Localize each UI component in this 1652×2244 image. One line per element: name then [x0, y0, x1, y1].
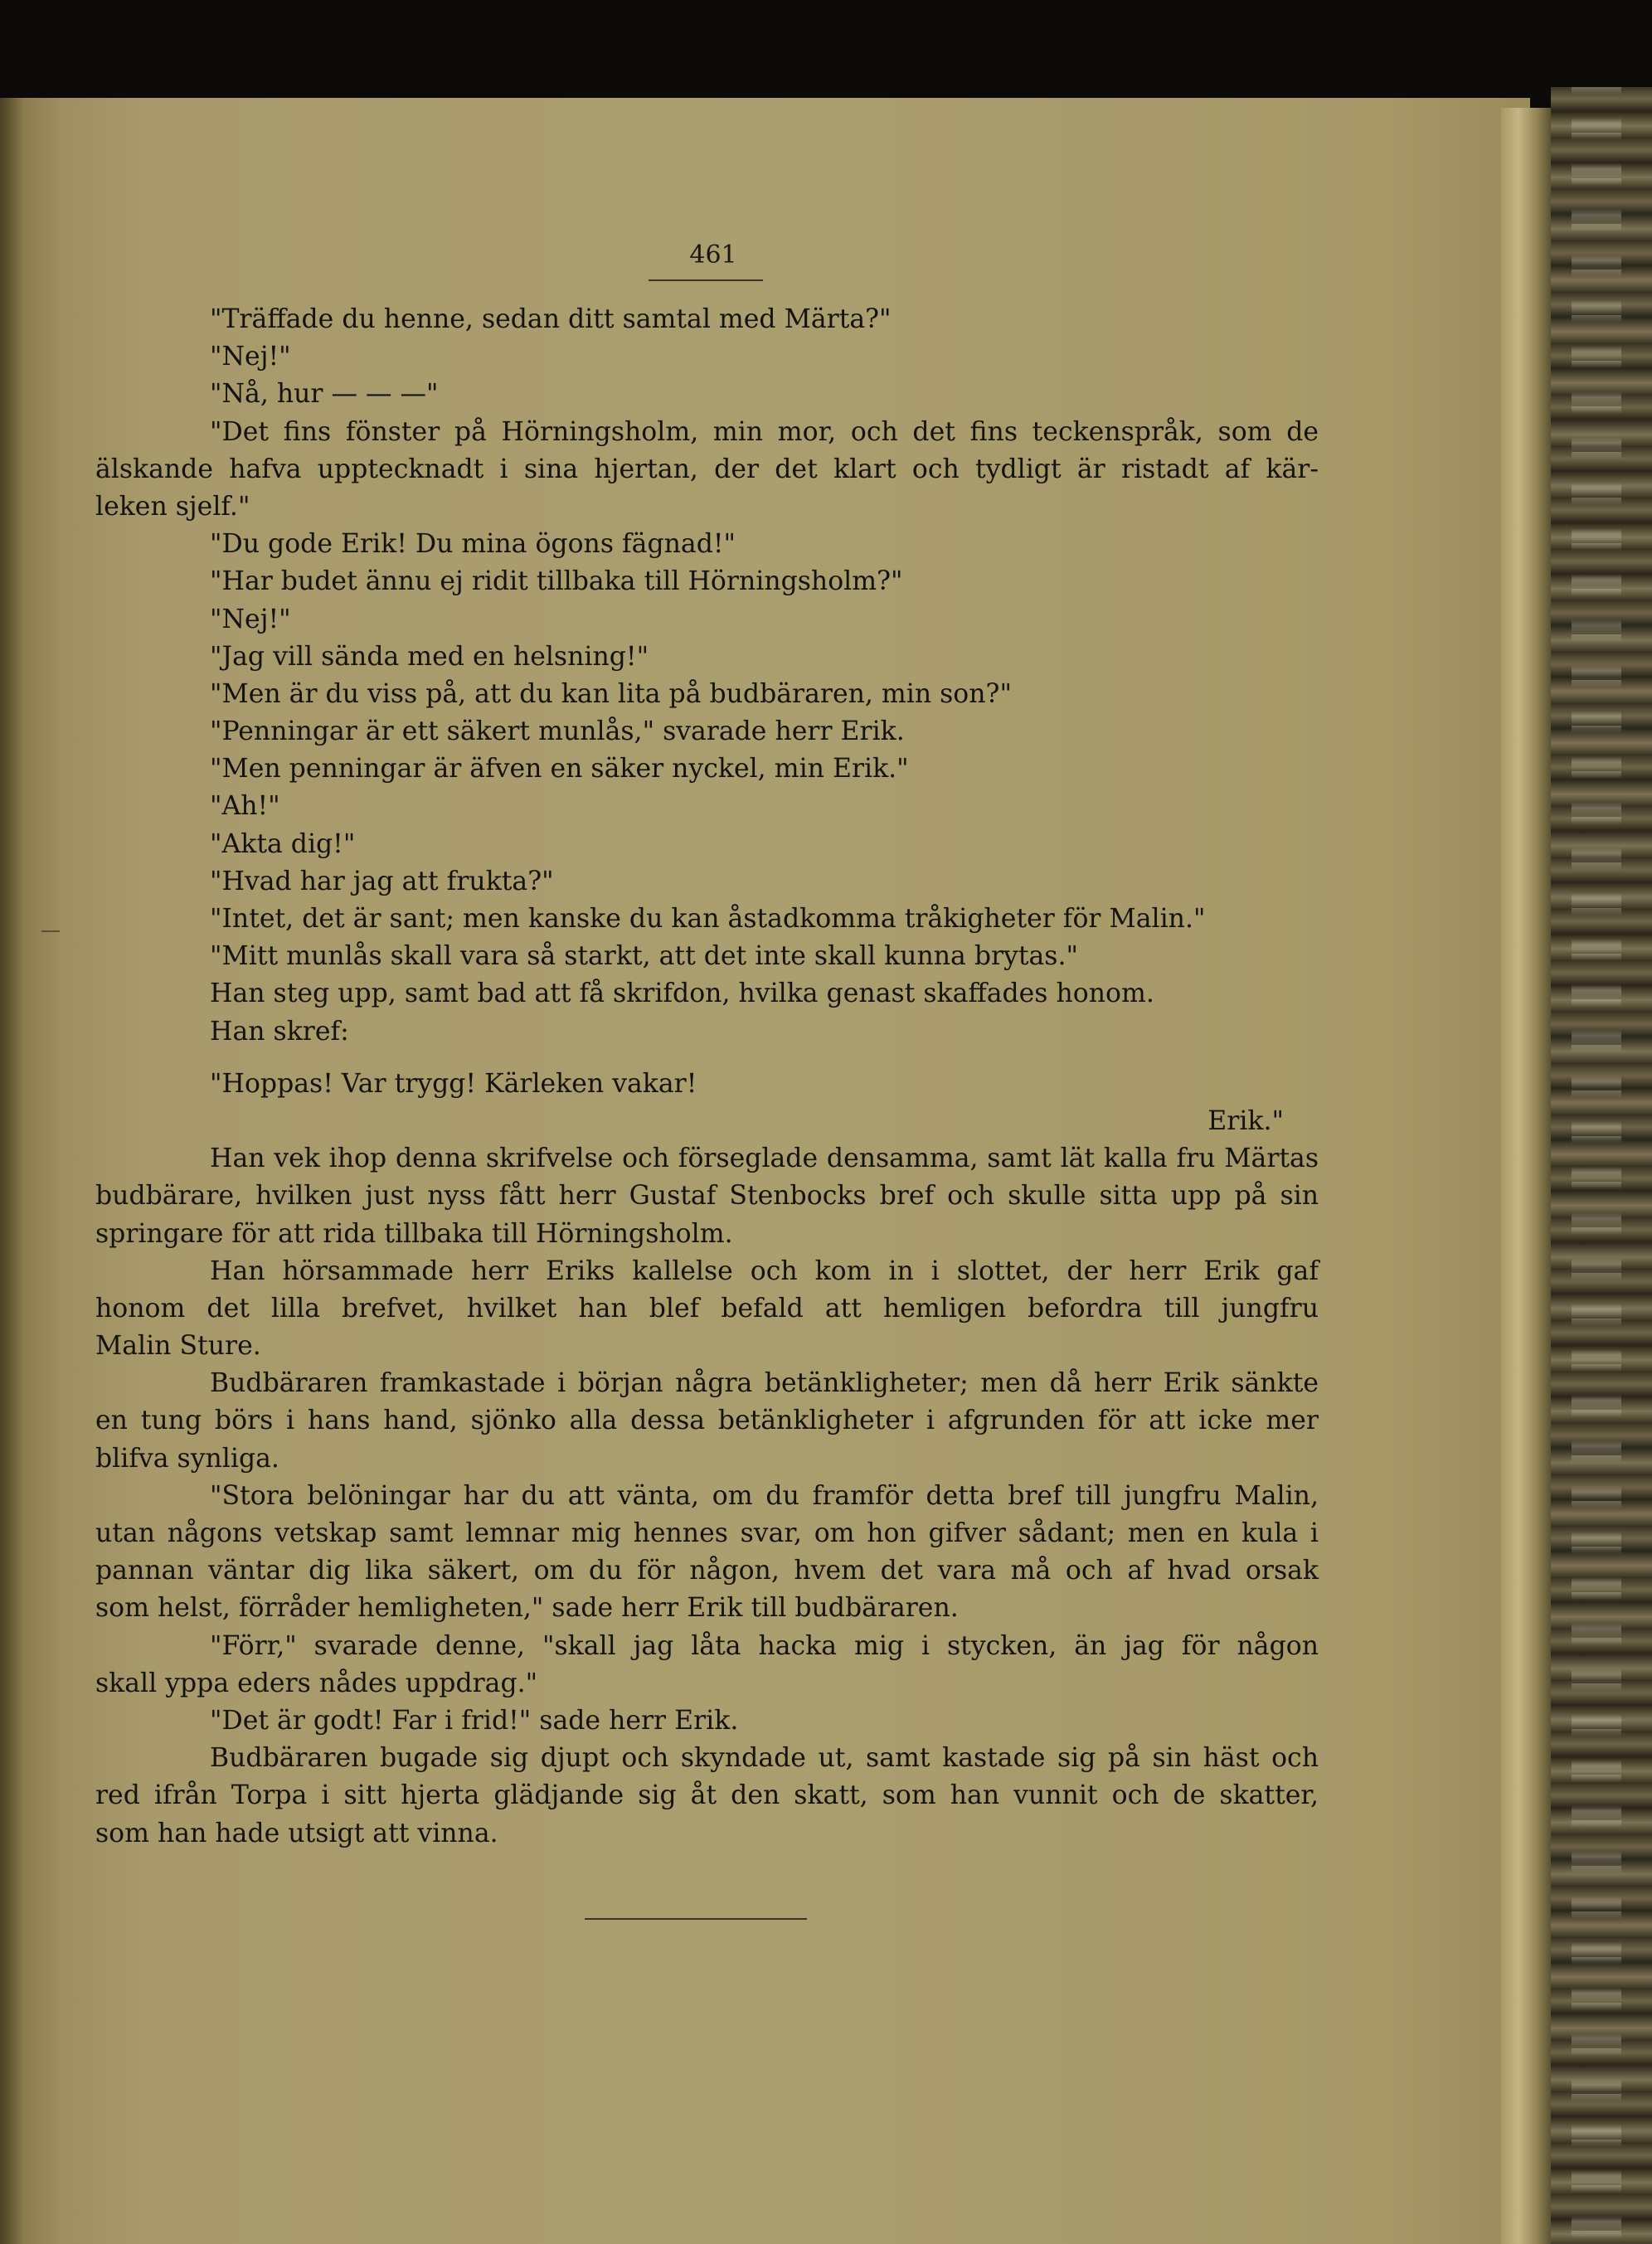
- text-line: blifva synliga.: [95, 1443, 279, 1474]
- text-line: som helst, förråder hemligheten," sade herr Erik till budbäraren.: [95, 1593, 959, 1624]
- text-line: älskande hafva upptecknadt i sina hjertan, der det klart och tydligt är ristadt af kär-: [95, 454, 1319, 484]
- page-number-rule: [649, 279, 763, 281]
- text-line: som han hade utsigt att vinna.: [95, 1818, 498, 1848]
- text-line: "Akta dig!": [210, 828, 356, 859]
- text-line: "Det är godt! Far i frid!" sade herr Erik.: [210, 1705, 739, 1736]
- text-line: springare för att rida tillbaka till Hörningsholm.: [95, 1218, 733, 1249]
- text-line: utan någons vetskap samt lemnar mig hennes svar, om hon gifver sådant; men en kula i: [95, 1518, 1319, 1548]
- text-line: en tung börs i hans hand, sjönko alla dessa betänkligheter i afgrunden för att icke mer: [95, 1406, 1319, 1436]
- text-line: Han vek ihop denna skrifvelse och förseglade densamma, samt lät kalla fru Märtas: [210, 1144, 1319, 1174]
- text-line: Budbäraren bugade sig djupt och skyndade ut, samt kastade sig på sin häst och: [210, 1743, 1319, 1774]
- text-line: "Intet, det är sant; men kanske du kan åstadkomma tråkigheter för Malin.": [210, 904, 1206, 934]
- text-line: "Förr," svarade denne, "skall jag låta hacka mig i stycken, än jag för någon: [210, 1630, 1319, 1661]
- text-line: leken sjelf.": [95, 491, 250, 522]
- body-text: [95, 301, 1319, 1853]
- text-line: Malin Sture.: [95, 1331, 261, 1362]
- text-line: Budbäraren framkastade i början några betänkligheter; men då herr Erik sänkte: [210, 1368, 1319, 1399]
- text-line: Han skref:: [210, 1016, 349, 1047]
- text-line: Han steg upp, samt bad att få skrifdon, hvilka genast skaffades honom.: [210, 979, 1154, 1009]
- text-line: honom det lilla brefvet, hvilket han blef befald att hemligen befordra till jungfru: [95, 1293, 1319, 1324]
- letter-spacer: [95, 1051, 1319, 1066]
- text-line: "Ah!": [210, 791, 280, 822]
- margin-mark: [41, 930, 60, 932]
- binding-texture: [1572, 87, 1621, 2244]
- text-line: "Mitt munlås skall vara så starkt, att det inte skall kunna brytas.": [210, 941, 1078, 972]
- text-line: "Träffade du henne, sedan ditt samtal med Märta?": [210, 304, 892, 334]
- text-line: "Nå, hur — — —": [210, 379, 439, 410]
- letter-signature: Erik.": [1207, 1105, 1284, 1136]
- page-number: 461: [689, 240, 737, 270]
- text-line: "Hvad har jag att frukta?": [210, 866, 554, 896]
- text-line: "Har budet ännu ej ridit tillbaka till Hörningsholm?": [210, 566, 903, 597]
- text-line: "Stora belöningar har du att vänta, om du framför detta bref till jungfru Malin,: [210, 1480, 1319, 1511]
- text-line: "Penningar är ett säkert munlås," svarade herr Erik.: [210, 716, 905, 747]
- page-gutter: [1501, 108, 1551, 2244]
- text-line: red ifrån Torpa i sitt hjerta glädjande sig åt den skatt, som han vunnit och de skatter,: [95, 1780, 1319, 1811]
- text-line: pannan väntar dig lika säkert, om du för någon, hvem det vara må och af hvad orsak: [95, 1556, 1319, 1586]
- text-line: skall yppa eders nådes uppdrag.": [95, 1668, 538, 1698]
- page-edge-shadow: [0, 98, 23, 2244]
- text-line: "Nej!": [210, 342, 291, 372]
- text-line: "Nej!": [210, 604, 291, 634]
- text-line: "Men är du viss på, att du kan lita på budbäraren, min son?": [210, 678, 1012, 709]
- text-line: Han hörsammade herr Eriks kallelse och kom in i slottet, der herr Erik gaf: [210, 1256, 1319, 1286]
- text-line: "Du gode Erik! Du mina ögons fägnad!": [210, 529, 736, 560]
- text-line: budbärare, hvilken just nyss fått herr Gustaf Stenbocks bref och skulle sitta upp på sin: [95, 1181, 1319, 1212]
- text-line: "Men penningar är äfven en säker nyckel, min Erik.": [210, 754, 909, 784]
- letter-text: "Hoppas! Var trygg! Kärleken vakar!: [210, 1068, 697, 1099]
- text-line: "Det fins fönster på Hörningsholm, min mor, och det fins teckenspråk, som de: [210, 416, 1319, 447]
- end-rule: [585, 1918, 807, 1920]
- text-line: "Jag vill sända med en helsning!": [210, 641, 649, 672]
